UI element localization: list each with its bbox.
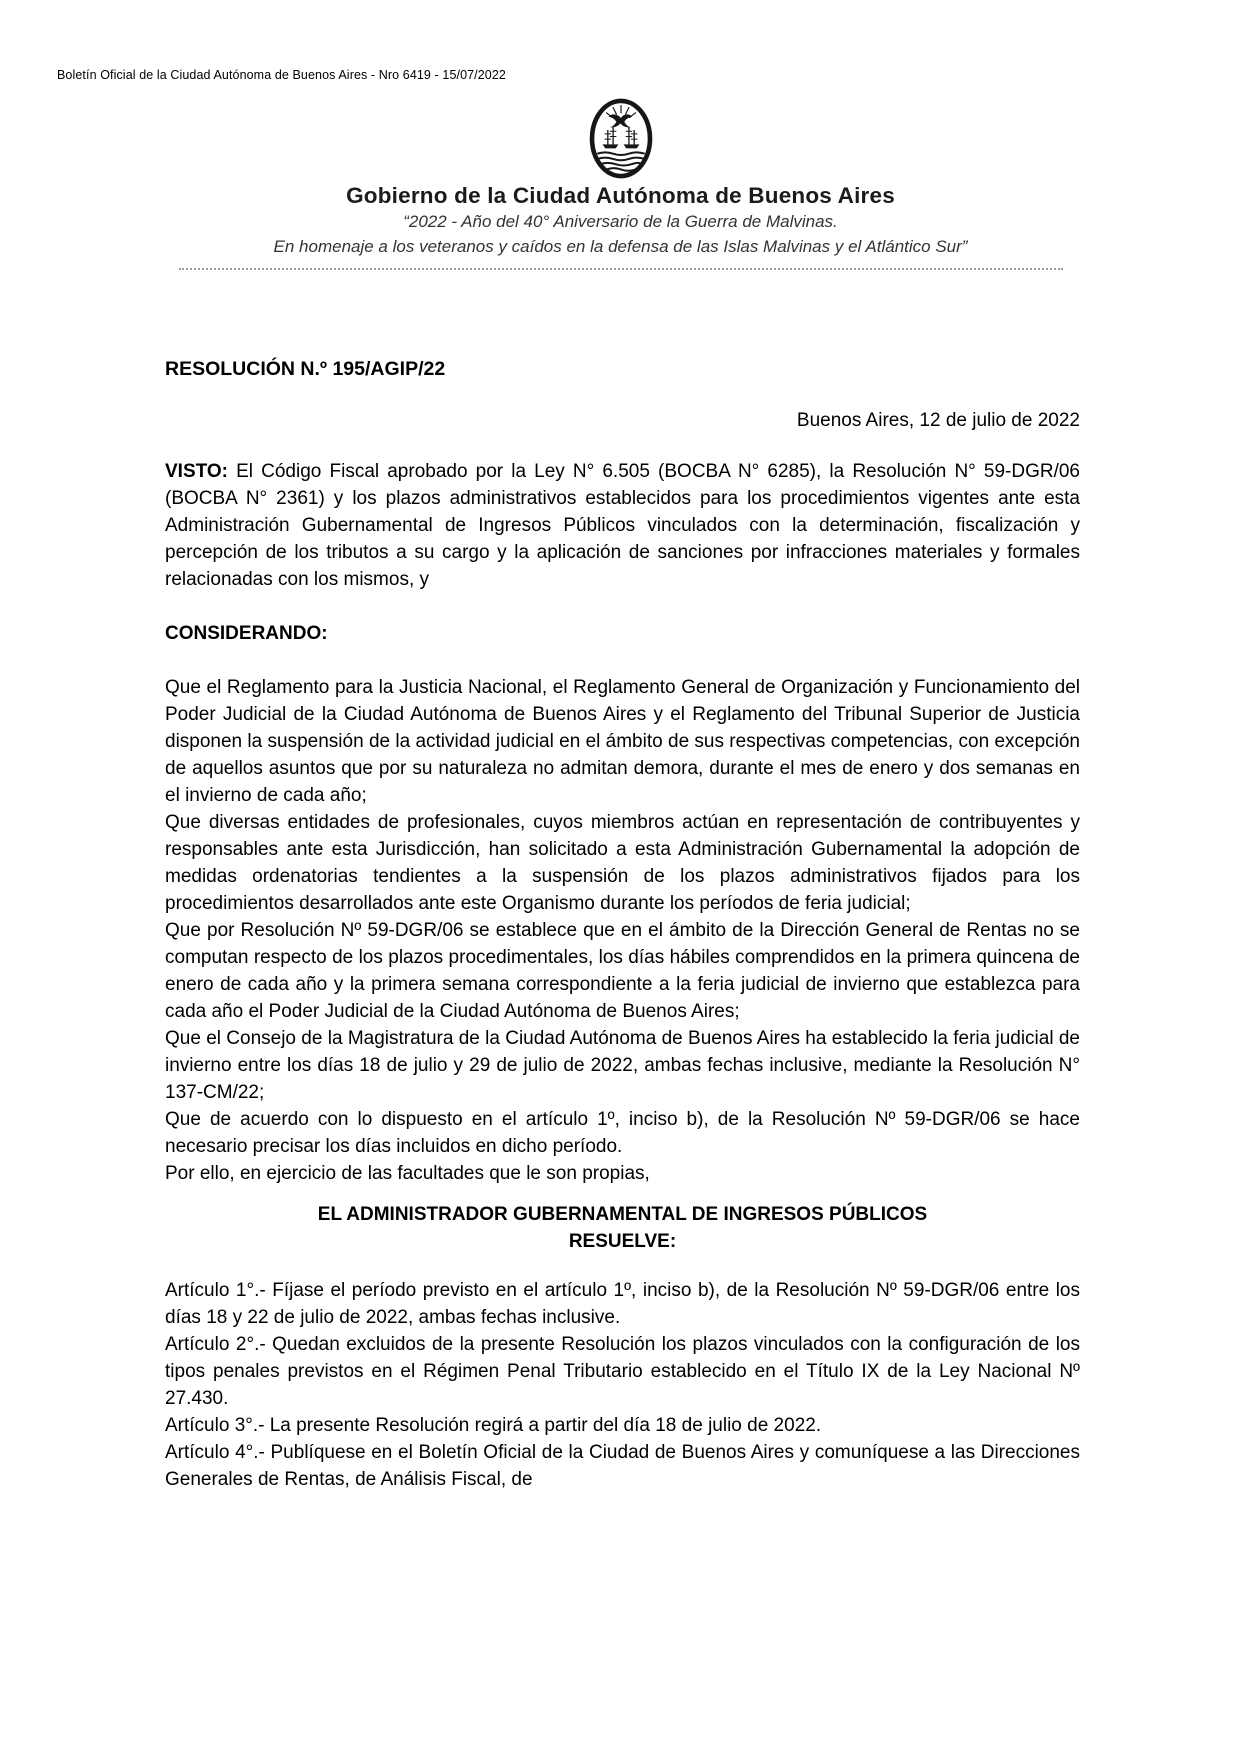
- buenos-aires-coat-of-arms-icon: [588, 97, 654, 180]
- resolution-number: RESOLUCIÓN N.º 195/AGIP/22: [165, 358, 446, 380]
- article-3: Artículo 3°.- La presente Resolución regirá a partir del día 18 de julio de 2022.: [165, 1415, 822, 1436]
- resolve-heading-line-1: EL ADMINISTRADOR GUBERNAMENTAL DE INGRESOS PÚBLICOS: [317, 1204, 928, 1225]
- visto-paragraph: [165, 458, 1080, 593]
- considerando-paragraph-3: Que por Resolución Nº 59-DGR/06 se establece que en el ámbito de la Dirección General de Rentas no se computan respecto de los plazos procedimentales, los días hábiles comprendidos en la primera quincena de enero de cada año y la primera semana correspondiente a la feria judicial de invierno que establezca para cada año el Poder Judicial de la Ciudad Autónoma de Buenos Aires;: [165, 920, 1080, 1022]
- considerando-paragraph-6: Por ello, en ejercicio de las facultades que le son propias,: [165, 1163, 650, 1184]
- resolve-heading-line-2: RESUELVE:: [568, 1231, 677, 1252]
- resolution-body: [165, 356, 1080, 1493]
- letterhead: [0, 0, 1241, 259]
- boletin-header-note: Boletín Oficial de la Ciudad Autónoma de Buenos Aires - Nro 6419 - 15/07/2022: [57, 68, 506, 82]
- article-2: Artículo 2°.- Quedan excluidos de la presente Resolución los plazos vinculados con la configuración de los tipos penales previstos en el Régimen Penal Tributario establecido en el Título IX de la Ley Nacional Nº 27.430.: [165, 1334, 1080, 1409]
- dateline: Buenos Aires, 12 de julio de 2022: [796, 410, 1080, 431]
- considerando-paragraph-4: Que el Consejo de la Magistratura de la Ciudad Autónoma de Buenos Aires ha establecido la feria judicial de invierno entre los días 18 de julio y 29 de julio de 2022, ambas fechas inclusive, mediante la Resolución N° 137-CM/22;: [165, 1028, 1080, 1103]
- visto-text: El Código Fiscal aprobado por la Ley N° 6.505 (BOCBA N° 6285), la Resolución N° 59-DGR/06 (BOCBA N° 2361) y los plazos administrativos establecidos para los procedimientos vigentes ante esta Administración Gubernamental de Ingresos Públicos vinculados con la determinación, fiscalización y percepción de los tributos a su cargo y la aplicación de sanciones por infracciones materiales y formales relacionadas con los mismos, y: [165, 461, 1080, 590]
- article-4: Artículo 4°.- Publíquese en el Boletín Oficial de la Ciudad de Buenos Aires y comuníquese a las Direcciones Generales de Rentas, de Análisis Fiscal, de: [165, 1442, 1080, 1490]
- motto-line-2: En homenaje a los veteranos y caídos en la defensa de las Islas Malvinas y el Atlántico Sur”: [273, 237, 968, 256]
- considerando-paragraph-2: Que diversas entidades de profesionales, cuyos miembros actúan en representación de contribuyentes y responsables ante esta Jurisdicción, han solicitado a esta Administración Gubernamental la adopción de medidas ordenatorias tendientes a la suspensión de los plazos administrativos fijados para los procedimientos desarrollados ante este Organismo durante los períodos de feria judicial;: [165, 812, 1080, 914]
- header-divider: [179, 268, 1063, 270]
- considerando-heading: CONSIDERANDO:: [165, 623, 328, 644]
- motto-line-1: “2022 - Año del 40° Aniversario de la Guerra de Malvinas.: [403, 212, 838, 231]
- resolve-heading: [165, 1201, 1080, 1255]
- considerando-paragraph-5: Que de acuerdo con lo dispuesto en el artículo 1º, inciso b), de la Resolución Nº 59-DGR/06 se hace necesario precisar los días incluidos en dicho período.: [165, 1109, 1080, 1157]
- articles-section: [165, 1277, 1080, 1493]
- considerando-paragraphs: [165, 674, 1080, 1187]
- government-title: Gobierno de la Ciudad Autónoma de Buenos Aires: [346, 183, 895, 208]
- visto-label: VISTO:: [165, 461, 228, 482]
- considerando-paragraph-1: Que el Reglamento para la Justicia Nacional, el Reglamento General de Organización y Funcionamiento del Poder Judicial de la Ciudad Autónoma de Buenos Aires y el Reglamento del Tribunal Superior de Justicia disponen la suspensión de la actividad judicial en el ámbito de sus respectivas competencias, con excepción de aquellos asuntos que por su naturaleza no admitan demora, durante el mes de enero y dos semanas en el invierno de cada año;: [165, 677, 1080, 806]
- article-1: Artículo 1°.- Fíjase el período previsto en el artículo 1º, inciso b), de la Resolución Nº 59-DGR/06 entre los días 18 y 22 de julio de 2022, ambas fechas inclusive.: [165, 1280, 1080, 1328]
